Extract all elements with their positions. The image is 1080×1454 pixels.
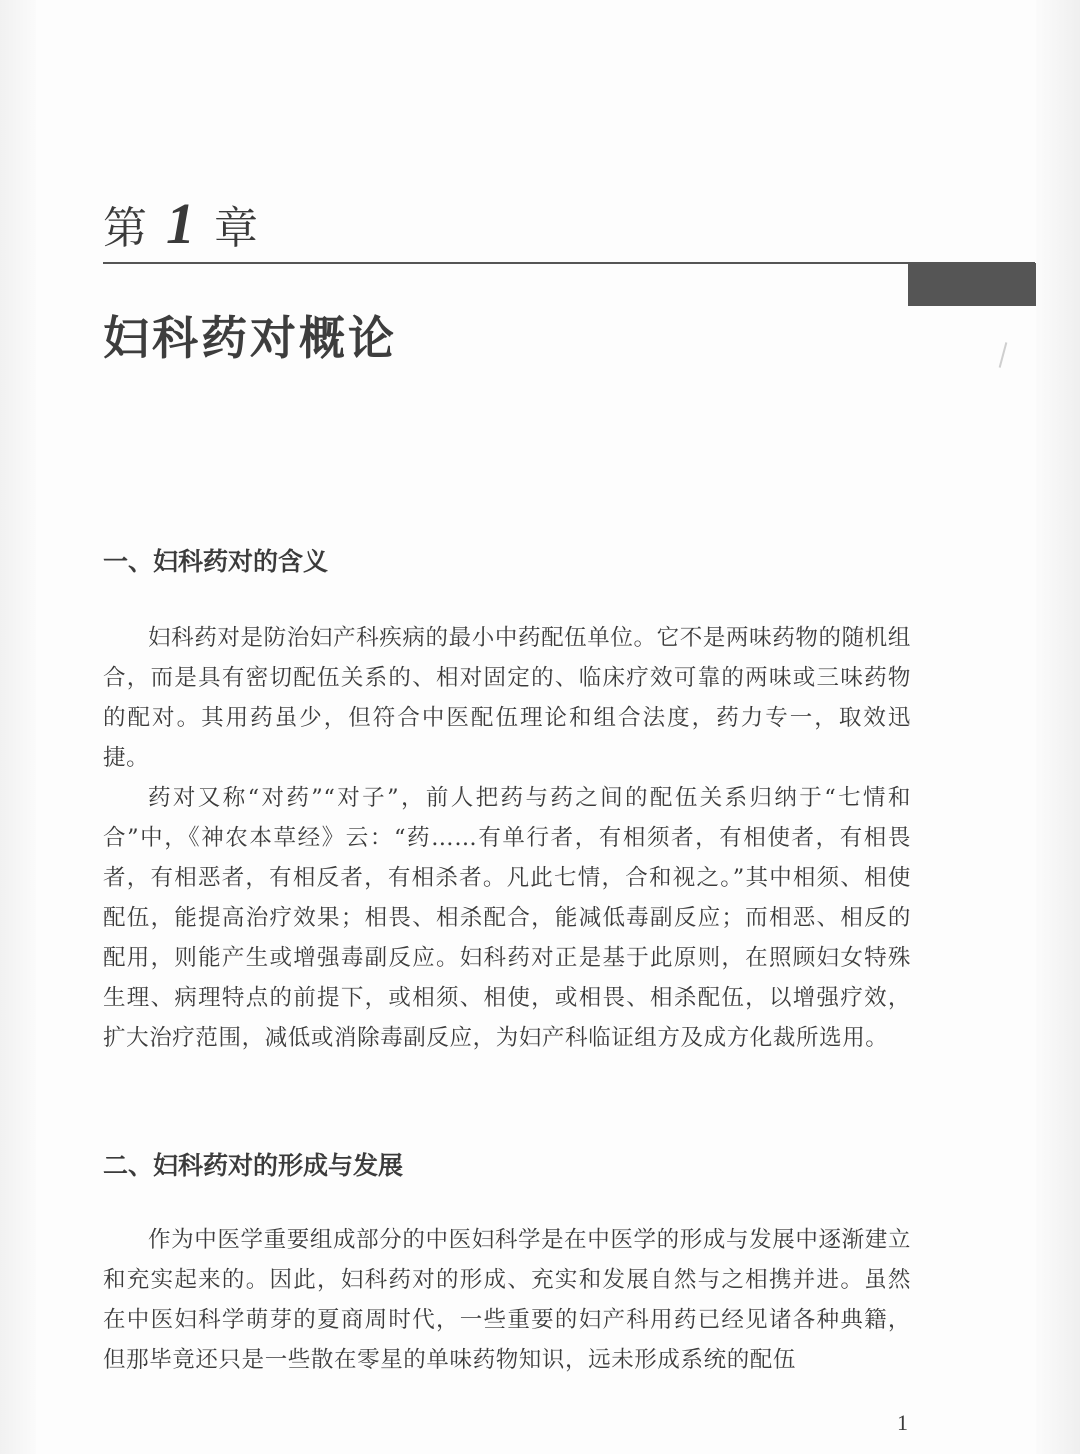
chapter-rule-line [103, 262, 1035, 264]
paragraph: 妇科药对是防治妇产科疾病的最小中药配伍单位。它不是两味药物的随机组合，而是具有密切配伍关系的、相对固定的、临床疗效可靠的两味或三味药物的配对。其用药虽少，但符合中医配伍理论和组合法度，药力专一，取效迅捷。 [103, 625, 911, 771]
chapter-tab-block [908, 263, 1036, 306]
paragraph: 作为中医学重要组成部分的中医妇科学是在中医学的形成与发展中逐渐建立和充实起来的。因此，妇科药对的形成、充实和发展自然与之相携并进。虽然在中医妇科学萌芽的夏商周时代，一些重要的妇产科用药已经见诸各种典籍，但那毕竟还只是一些散在零星的单味药物知识，远未形成系统的配伍 [103, 1227, 911, 1373]
chapter-suffix: 章 [214, 203, 259, 254]
section-heading-1: 一、妇科药对的含义 [103, 547, 329, 576]
section-1-body [103, 618, 911, 1058]
chapter-prefix: 第 [103, 203, 148, 254]
paragraph: 药对又称“对药”“对子”，前人把药与药之间的配伍关系归纳于“七情和合”中，《神农本草经》云：“药……有单行者，有相须者，有相使者，有相畏者，有相恶者，有相反者，有相杀者。凡此七情，合和视之。”其中相须、相使配伍，能提高治疗效果；相畏、相杀配合，能减低毒副反应；而相恶、相反的配用，则能产生或增强毒副反应。妇科药对正是基于此原则，在照顾妇女特殊生理、病理特点的前提下，或相须、相使，或相畏、相杀配伍，以增强疗效，扩大治疗范围，减低或消除毒副反应，为妇产科临证组方及成方化裁所选用。 [103, 785, 911, 1051]
page-number: 1 [897, 1410, 908, 1435]
chapter-number: 1 [166, 191, 196, 256]
section-heading-2: 二、妇科药对的形成与发展 [103, 1151, 404, 1180]
page-left-edge [0, 0, 36, 1454]
chapter-title: 妇科药对概论 [103, 311, 397, 365]
page-right-edge [1036, 0, 1080, 1454]
section-2-body [103, 1220, 911, 1380]
chapter-label [103, 190, 259, 257]
scan-artifact [999, 342, 1008, 368]
